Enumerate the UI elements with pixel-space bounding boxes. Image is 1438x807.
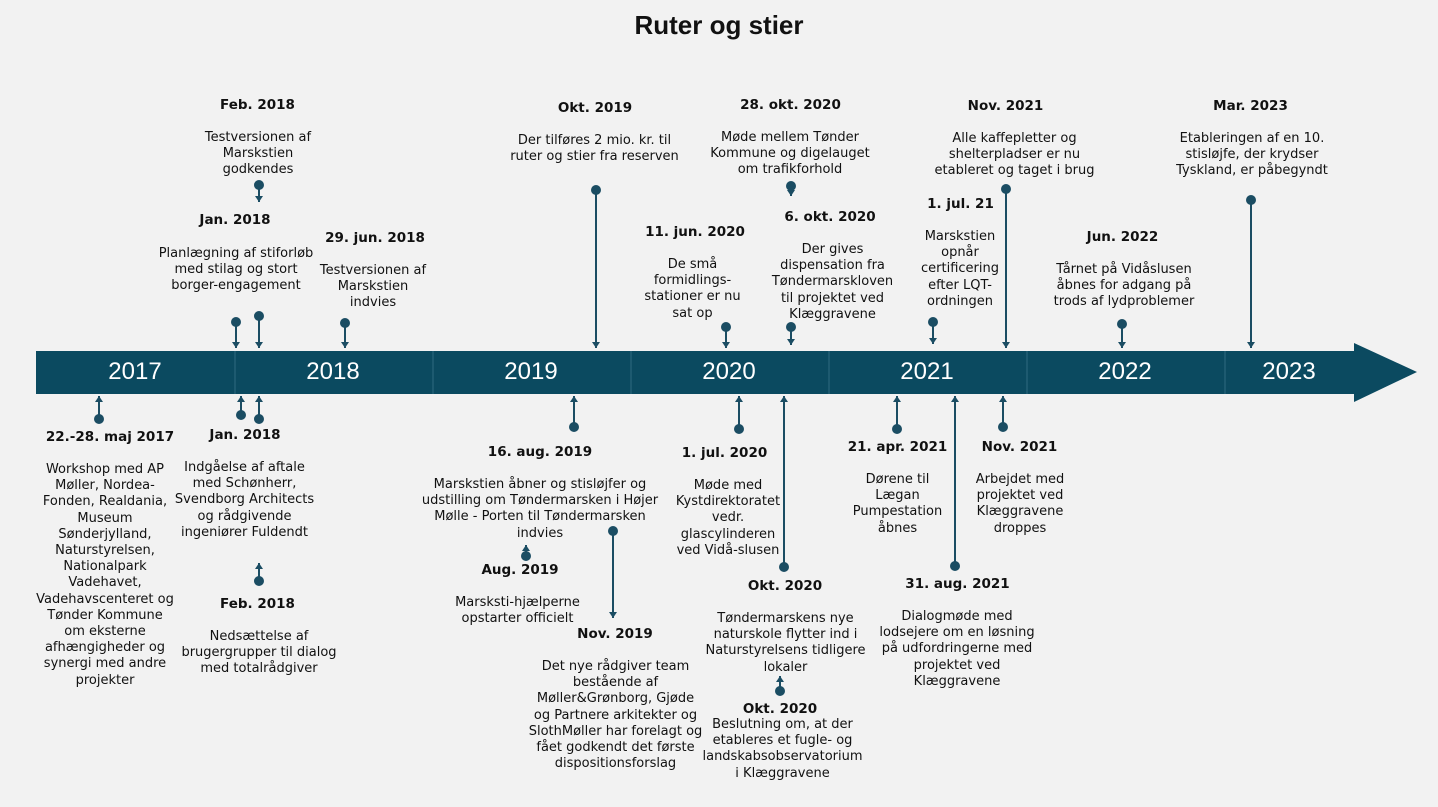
connector-arrowhead	[735, 396, 743, 402]
event-text: Beslutning om, at der etableres et fugle- og landskabsobservatorium i Klæggravene	[702, 717, 863, 781]
connector-dot	[786, 181, 796, 191]
connector-arrowhead	[232, 342, 240, 348]
connector-arrowhead	[722, 342, 730, 348]
event-date: 29. jun. 2018	[325, 230, 425, 246]
connector-arrowhead	[787, 190, 795, 196]
connector-dot	[950, 561, 960, 571]
event-text: Tårnet på Vidåslusen åbnes for adgang på trods af lydproblemer	[1053, 262, 1195, 310]
year-label-2019: 2019	[504, 358, 558, 385]
connector-arrowhead	[893, 396, 901, 402]
connector-dot	[1001, 184, 1011, 194]
event-text: Marsksti-hjælperne opstarter officielt	[455, 595, 580, 627]
event-date: 22.-28. maj 2017	[45, 429, 175, 445]
connector-dot	[569, 422, 579, 432]
connector-dot	[1246, 195, 1256, 205]
connector-dot	[254, 311, 264, 321]
connector-dot	[254, 414, 264, 424]
connector-arrowhead	[592, 342, 600, 348]
event-date: Okt. 2020	[747, 578, 823, 594]
connector-dot	[94, 414, 104, 424]
event-date: 28. okt. 2020	[740, 97, 841, 113]
connector-dot	[340, 318, 350, 328]
connector-arrowhead	[929, 338, 937, 344]
connector-arrowhead	[522, 545, 530, 551]
connector-arrowhead	[780, 396, 788, 402]
event-text: Dørene til Lægan Pumpestation åbnes	[852, 472, 943, 536]
year-label-2022: 2022	[1098, 358, 1152, 385]
connector-arrowhead	[95, 396, 103, 402]
event-date: 1. jul. 21	[927, 196, 994, 212]
connector-dot	[721, 322, 731, 332]
event-date: 11. jun. 2020	[645, 224, 745, 240]
event-text: Indgåelse af aftale med Schønherr, Svendborg Architects og rådgivende ingeniører Fuldendt	[174, 460, 315, 540]
connector-dot	[236, 410, 246, 420]
connector-dot	[734, 424, 744, 434]
event-date: Nov. 2019	[577, 626, 653, 642]
connector-arrowhead	[255, 196, 263, 202]
event-date: Nov. 2021	[981, 439, 1058, 455]
connector-dot	[254, 576, 264, 586]
connector-dot	[231, 317, 241, 327]
connector-arrowhead	[1118, 342, 1126, 348]
event-date: Mar. 2023	[1213, 98, 1288, 114]
connector-dot	[786, 322, 796, 332]
event-date: Okt. 2019	[557, 100, 633, 116]
event-date: 31. aug. 2021	[905, 576, 1010, 592]
year-label-2018: 2018	[306, 358, 360, 385]
event-date: 1. jul. 2020	[681, 445, 768, 461]
connector-dot	[1117, 319, 1127, 329]
year-label-2023: 2023	[1262, 358, 1316, 385]
event-date: Jun. 2022	[1086, 229, 1159, 245]
connector-arrowhead	[255, 342, 263, 348]
event-text: Møde mellem Tønder Kommune og digelauget om trafikforhold	[710, 130, 870, 178]
event-text: Marskstien opnår certificering efter LQT-ordningen	[921, 229, 999, 309]
connector-arrowhead	[1002, 342, 1010, 348]
connector-arrowhead	[999, 396, 1007, 402]
event-date: 6. okt. 2020	[784, 209, 876, 225]
event-text: Testversionen af Marskstien godkendes	[204, 130, 312, 178]
event-text: Marskstien åbner og stisløjfer og udstilling om Tøndermarsken i Højer Mølle - Porten til Tøndermarsken indvies	[421, 477, 659, 541]
event-date: 16. aug. 2019	[487, 444, 593, 460]
page-title: Ruter og stier	[634, 10, 804, 40]
event-text: Nedsættelse af brugergrupper til dialog med totalrådgiver	[181, 629, 337, 677]
event-date: Okt. 2020	[742, 701, 818, 717]
connector-arrowhead	[776, 676, 784, 682]
event-text: Alle kaffepletter og shelterpladser er nu etableret og taget i brug	[934, 131, 1095, 179]
event-date: Feb. 2018	[220, 97, 295, 113]
connector-arrowhead	[255, 396, 263, 402]
connector-dot	[779, 562, 789, 572]
event-text: Der gives dispensation fra Tøndermarskloven til projektet ved Klæggravene	[771, 242, 894, 322]
connector-dot	[775, 686, 785, 696]
event-text: Dialogmøde med lodsejere om en løsning på udfordringerne med projektet ved Klæggravene	[879, 609, 1035, 689]
year-label-2020: 2020	[702, 358, 756, 385]
connector-dot	[591, 185, 601, 195]
event-text: Arbejdet med projektet ved Klæggravene droppes	[975, 472, 1065, 536]
connector-dot	[521, 551, 531, 561]
timeline-arrow-head	[1354, 343, 1417, 402]
event-text: Det nye rådgiver team bestående af Møller&Grønborg, Gjøde og Partnere arkitekter og SlothMøller har forelagt og fået godkendt det første dispositionsforslag	[528, 659, 703, 772]
event-date: Jan. 2018	[209, 427, 281, 443]
connector-arrowhead	[609, 612, 617, 618]
event-date: Aug. 2019	[481, 562, 559, 578]
event-date: Feb. 2018	[220, 596, 295, 612]
event-text: Planlægning af stiforløb med stilag og stort borger-engagement	[158, 246, 314, 294]
event-date: Nov. 2021	[967, 98, 1044, 114]
year-label-2017: 2017	[108, 358, 162, 385]
connector-arrowhead	[570, 396, 578, 402]
event-text: Tøndermarskens nye naturskole flytter ind i Naturstyrelsens tidligere lokaler	[705, 611, 866, 675]
event-text: Testversionen af Marskstien indvies	[319, 263, 427, 311]
connector-arrowhead	[1247, 342, 1255, 348]
year-label-2021: 2021	[900, 358, 954, 385]
event-text: Workshop med AP Møller, Nordea-Fonden, Realdania, Museum Sønderjylland, Naturstyrelsen, Nationalpark Vadehavet, Vadehavscenteret og Tønder Kommune om eksterne afhængigheder og synergi med andre projekter	[36, 462, 174, 688]
connector-arrowhead	[237, 396, 245, 402]
connector-arrowhead	[341, 342, 349, 348]
event-text: Etableringen af en 10. stisløjfe, der krydser Tyskland, er påbegyndt	[1176, 131, 1328, 179]
connector-dot	[998, 422, 1008, 432]
event-text: Der tilføres 2 mio. kr. til ruter og stier fra reserven	[510, 133, 679, 165]
event-date: Jan. 2018	[199, 212, 271, 228]
connector-dot	[928, 317, 938, 327]
connector-arrowhead	[951, 396, 959, 402]
event-text: De små formidlings-stationer er nu sat op	[644, 257, 741, 321]
connector-arrowhead	[255, 563, 263, 569]
connector-dot	[892, 424, 902, 434]
event-date: 21. apr. 2021	[847, 439, 948, 455]
connector-dot	[254, 180, 264, 190]
event-text: Møde med Kystdirektoratet vedr. glascylinderen ved Vidå-slusen	[675, 478, 781, 558]
connector-arrowhead	[787, 339, 795, 345]
